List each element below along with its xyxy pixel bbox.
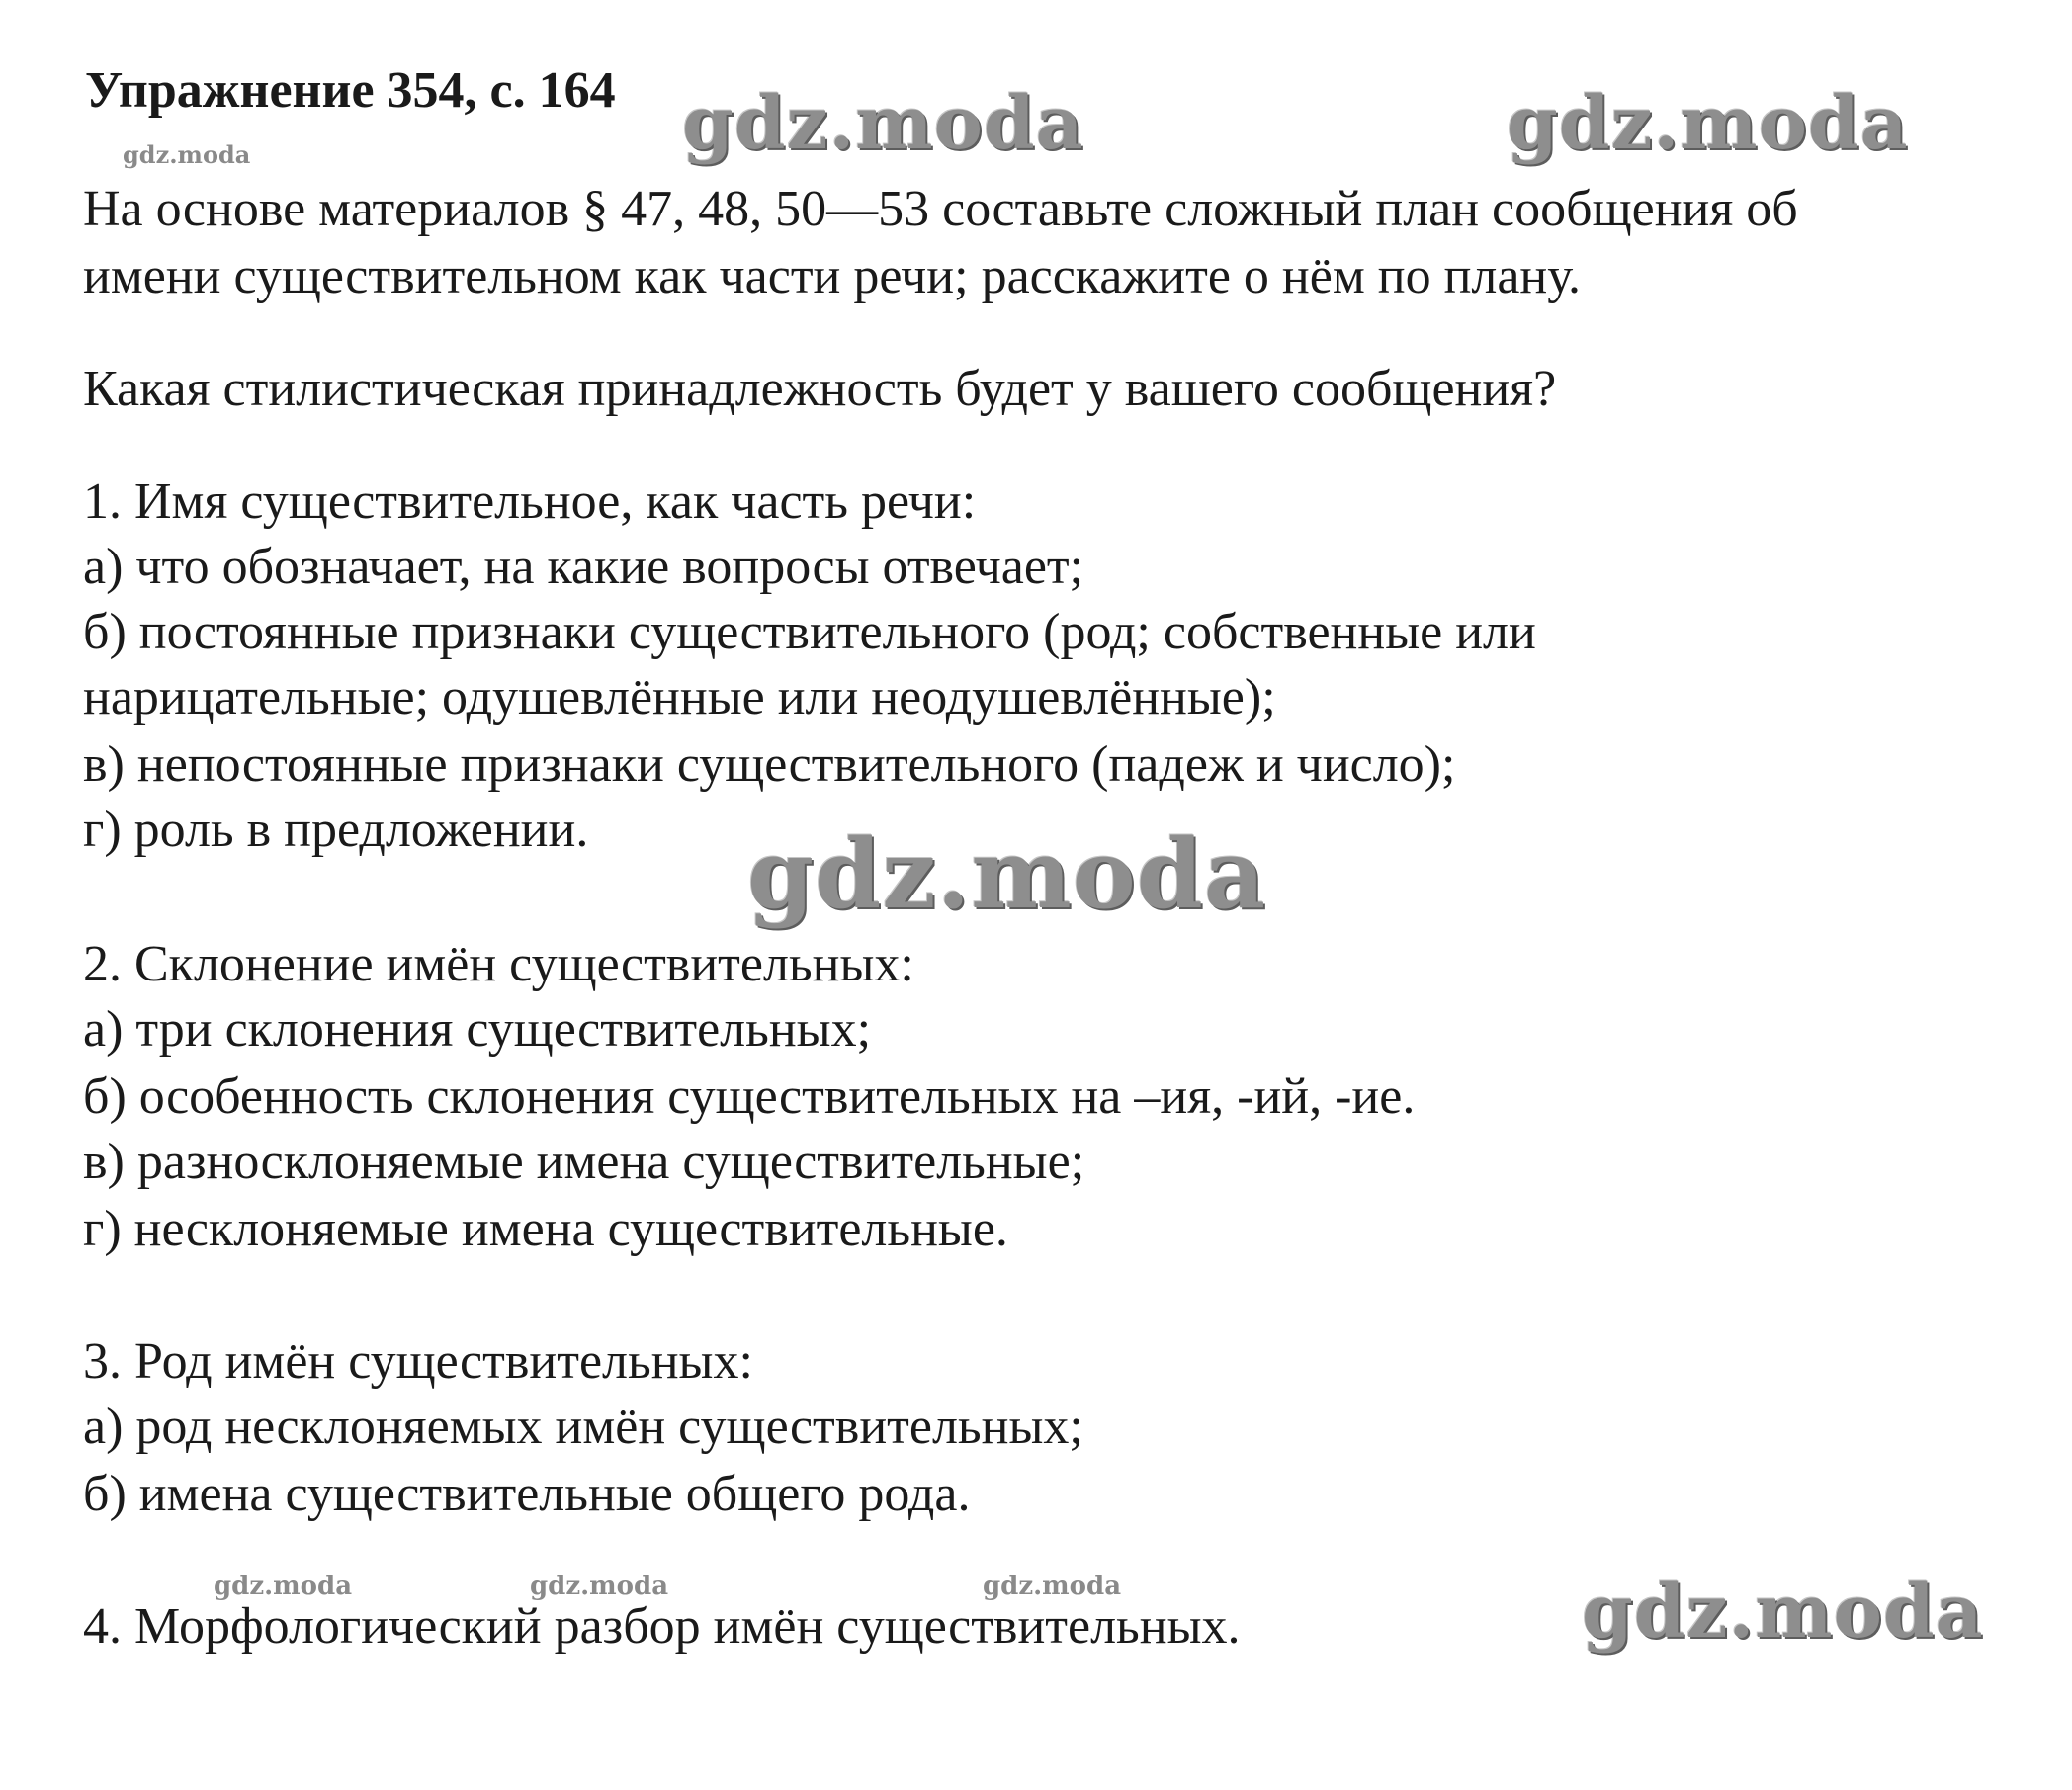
section2-item-v: в) разносклоняемые имена существительные; — [83, 1134, 1085, 1190]
watermark-middle: gdz.moda — [747, 818, 1267, 930]
section1-item-v: в) непостоянные признаки существительного (падеж и число); — [83, 736, 1456, 793]
task-line-1: На основе материалов § 47, 48, 50—53 составьте сложный план сообщения об — [83, 181, 1798, 237]
section1-item-a: а) что обозначает, на какие вопросы отвечает; — [83, 539, 1084, 595]
task-line-2: имени существительном как части речи; расскажите о нём по плану. — [83, 248, 1582, 304]
watermark-small-bottom-3: gdz.moda — [983, 1572, 1122, 1601]
section2-item-a: а) три склонения существительных; — [83, 1001, 872, 1058]
question-line: Какая стилистическая принадлежность будет у вашего сообщения? — [83, 361, 1557, 417]
exercise-title: Упражнение 354, с. 164 — [85, 62, 616, 119]
watermark-small-top-left: gdz.moda — [123, 140, 251, 169]
section2-item-g: г) несклоняемые имена существительные. — [83, 1201, 1008, 1257]
section1-heading: 1. Имя существительное, как часть речи: — [83, 473, 977, 530]
section1-item-b: б) постоянные признаки существительного (род; собственные или — [83, 604, 1536, 660]
watermark-small-bottom-1: gdz.moda — [214, 1572, 353, 1601]
section1-item-g: г) роль в предложении. — [83, 802, 589, 858]
watermark-top-center: gdz.moda — [682, 81, 1084, 166]
section3-item-a: а) род несклоняемых имён существительных; — [83, 1399, 1083, 1455]
watermark-small-bottom-2: gdz.moda — [530, 1572, 669, 1601]
section4-heading: 4. Морфологический разбор имён существительных. — [83, 1598, 1241, 1655]
section1-item-b-cont: нарицательные; одушевлённые или неодушевлённые); — [83, 669, 1276, 725]
section3-item-b: б) имена существительные общего рода. — [83, 1466, 971, 1522]
section3-heading: 3. Род имён существительных: — [83, 1333, 753, 1390]
section2-heading: 2. Склонение имён существительных: — [83, 936, 914, 992]
section2-item-b: б) особенность склонения существительных на –ия, -ий, -ие. — [83, 1068, 1416, 1125]
watermark-top-right: gdz.moda — [1507, 81, 1909, 166]
watermark-bottom-right: gdz.moda — [1582, 1570, 1984, 1655]
